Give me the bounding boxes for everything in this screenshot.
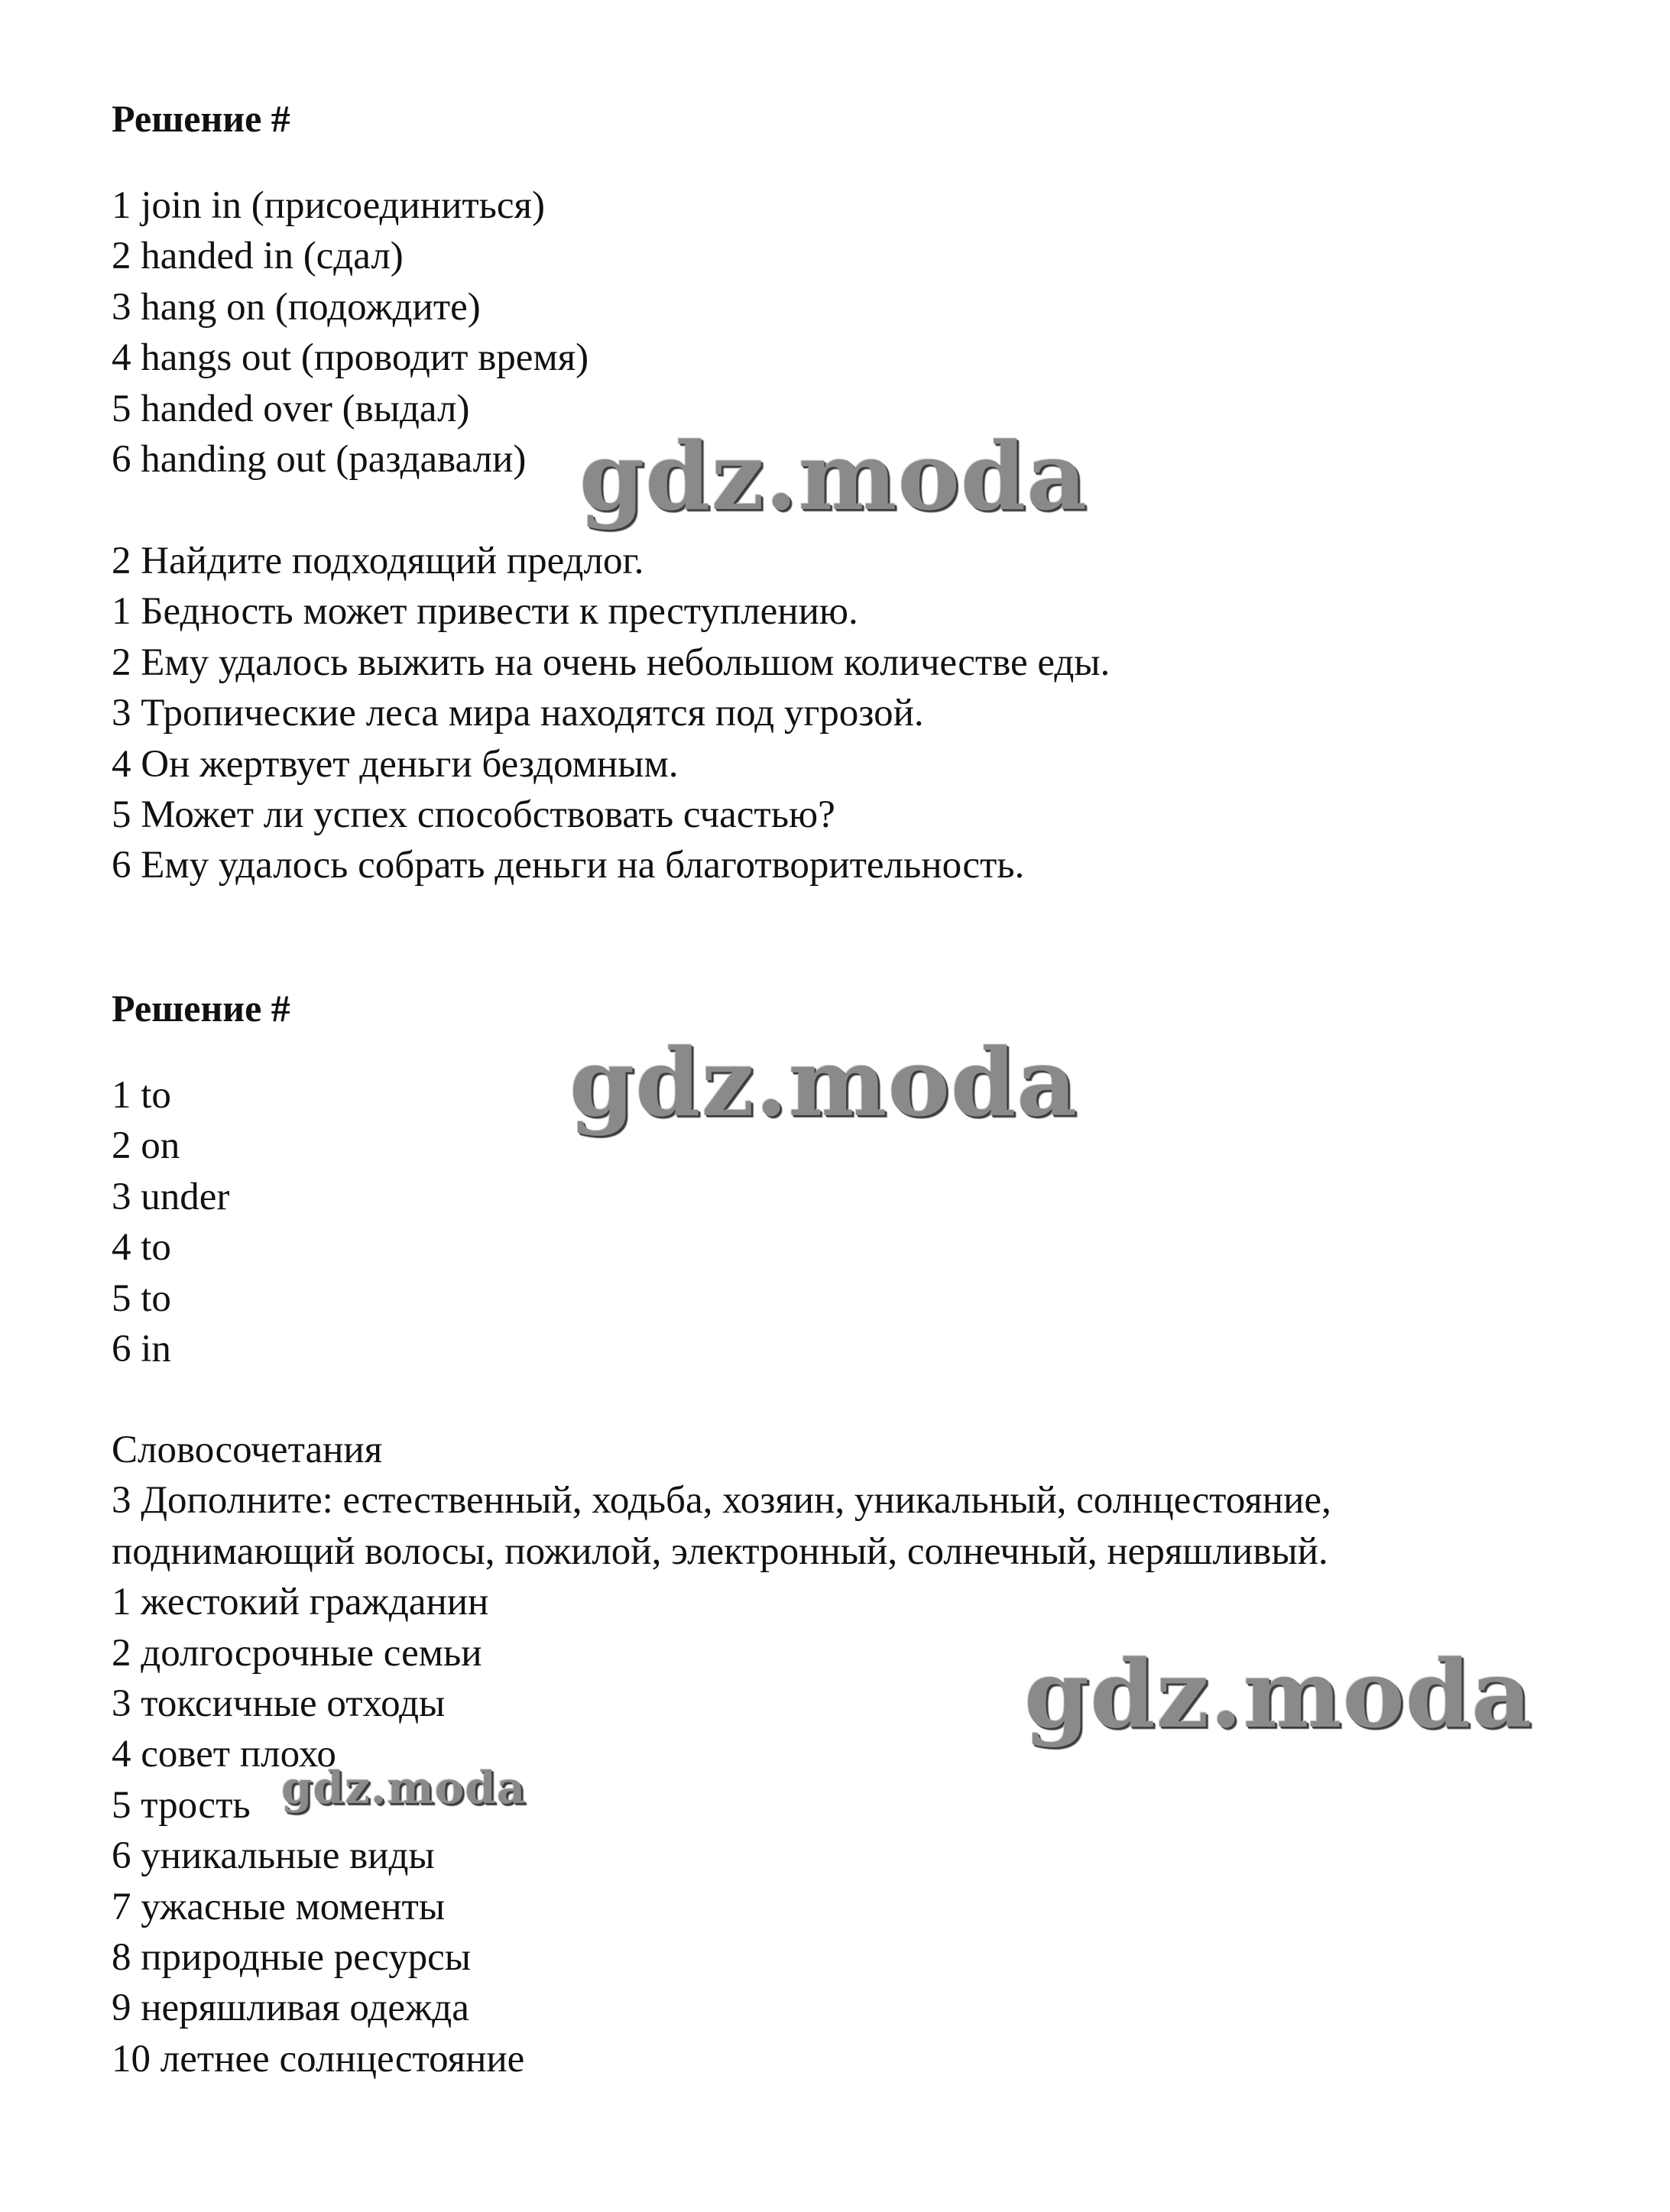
section-title: Словосочетания bbox=[112, 1429, 383, 1471]
collocation-line: 7 ужасные моменты bbox=[112, 1885, 446, 1928]
collocation-line: 8 природные ресурсы bbox=[112, 1935, 472, 1979]
answer-line: 2 handed in (сдал) bbox=[112, 235, 404, 278]
answer-line: 5 handed over (выдал) bbox=[112, 387, 470, 430]
collocation-line: 6 уникальные виды bbox=[112, 1834, 435, 1878]
task-line: 6 Ему удалось собрать деньги на благотворительность. bbox=[112, 844, 1025, 887]
task-line: 4 Он жертвует деньги бездомным. bbox=[112, 742, 679, 786]
watermark-gdz-moda: gdz.moda bbox=[281, 1762, 527, 1814]
collocation-line: 1 жестокий гражданин bbox=[112, 1581, 489, 1624]
task-line: 2 Ему удалось выжить на очень небольшом количестве еды. bbox=[112, 641, 1111, 684]
solution-heading-2: Решение # bbox=[112, 987, 290, 1030]
prepositions-answers bbox=[112, 1070, 229, 1374]
answer-line: 5 to bbox=[112, 1276, 171, 1320]
phrasal-verbs-answers bbox=[112, 180, 589, 485]
answer-line: 1 join in (присоединиться) bbox=[112, 184, 546, 227]
task-line: 1 Бедность может привести к преступлению. bbox=[112, 590, 858, 634]
task-line: поднимающий волосы, пожилой, электронный, солнечный, неряшливый. bbox=[112, 1529, 1328, 1573]
watermark-gdz-moda: gdz.moda bbox=[1024, 1639, 1533, 1749]
solution-heading-1: Решение # bbox=[112, 97, 290, 140]
task-line: 2 Найдите подходящий предлог. bbox=[112, 540, 644, 582]
collocation-line: 9 неряшливая одежда bbox=[112, 1987, 469, 2030]
answer-line: 6 in bbox=[112, 1327, 171, 1370]
collocation-line: 3 токсичные отходы bbox=[112, 1682, 446, 1725]
watermark-gdz-moda: gdz.moda bbox=[569, 1027, 1078, 1137]
answer-line: 3 under bbox=[112, 1175, 230, 1218]
answer-line: 4 to bbox=[112, 1226, 171, 1270]
collocation-line: 2 долгосрочные семьи bbox=[112, 1631, 482, 1675]
watermark-gdz-moda: gdz.moda bbox=[579, 421, 1088, 531]
answer-line: 2 on bbox=[112, 1124, 180, 1168]
task-2-translations bbox=[112, 536, 1110, 891]
answer-line: 6 handing out (раздавали) bbox=[112, 437, 527, 481]
collocation-line: 10 летнее солнцестояние bbox=[112, 2037, 525, 2081]
task-line: 5 Может ли успех способствовать счастью? bbox=[112, 793, 835, 836]
task-line: 3 Тропические леса мира находятся под угрозой. bbox=[112, 692, 924, 735]
collocations-section bbox=[112, 1425, 1331, 2084]
collocation-line: 5 трость bbox=[112, 1783, 251, 1827]
collocation-line: 4 совет плохо bbox=[112, 1733, 336, 1776]
task-line: 3 Дополните: естественный, ходьба, хозяин, уникальный, солнцестояние, bbox=[112, 1479, 1331, 1523]
answer-line: 1 to bbox=[112, 1074, 171, 1117]
answer-line: 3 hang on (подождите) bbox=[112, 285, 481, 329]
answer-line: 4 hangs out (проводит время) bbox=[112, 336, 589, 380]
